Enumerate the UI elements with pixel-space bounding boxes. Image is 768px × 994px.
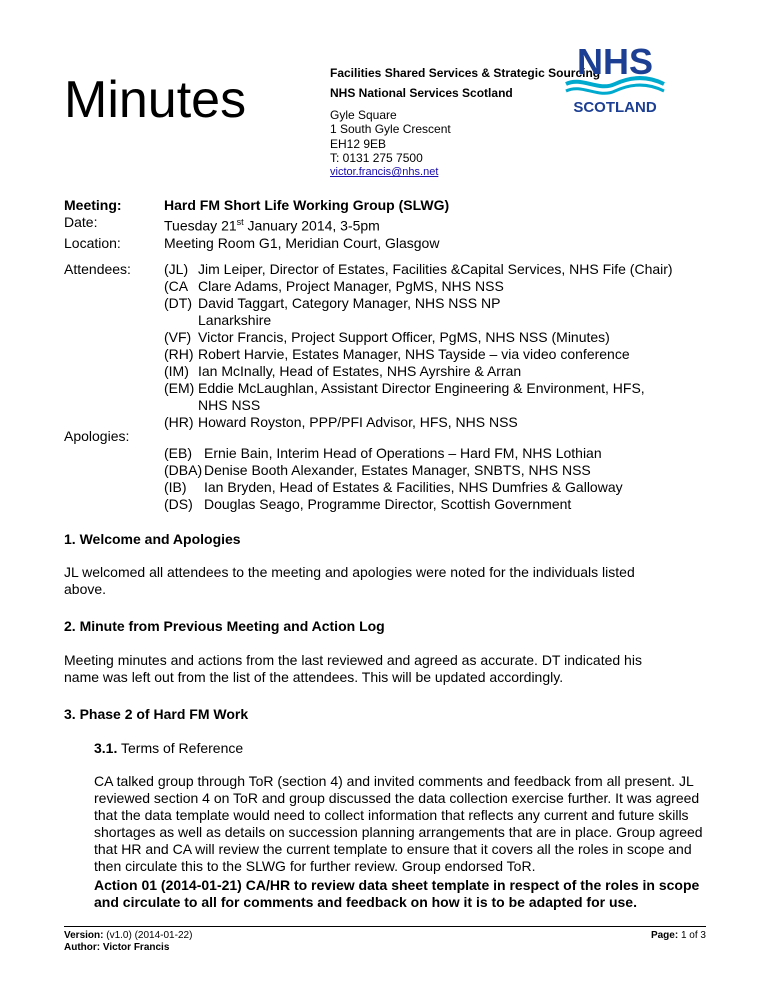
location-row (64, 235, 449, 252)
section-body: JL welcomed all attendees to the meeting and apologies were noted for the individuals listed above. (64, 564, 635, 597)
apology-initials: (IB) (164, 479, 187, 495)
footer-divider (64, 926, 706, 927)
version-label: Version: (64, 930, 104, 941)
attendee-initials: (RH) (164, 346, 194, 362)
subsection-title: Terms of Reference (117, 740, 244, 756)
meeting-label: Meeting: (64, 197, 122, 213)
attendee-initials (164, 312, 198, 329)
attendee-initials: (DT) (164, 295, 192, 311)
attendee-initials: (VF) (164, 329, 192, 345)
attendee-row (164, 312, 734, 329)
attendee-name: Victor Francis, Project Support Officer, PgMS, NHS NSS (Minutes) (198, 329, 610, 345)
attendee-row (164, 414, 734, 431)
attendee-initials: (EM) (164, 380, 195, 396)
section-body: Meeting minutes and actions from the last reviewed and agreed as accurate. DT indicated his name was left out from the list of the attendees. This will be updated accordingly. (64, 652, 642, 685)
email-link[interactable]: victor.francis@nhs.net (330, 166, 439, 179)
apology-row (164, 445, 740, 462)
page-label: Page: (650, 930, 679, 941)
section-heading: 1. Welcome and Apologies (64, 531, 241, 547)
apology-initials: (EB) (164, 445, 192, 461)
attendees-list (164, 261, 734, 431)
date-value (164, 214, 380, 235)
attendee-name: NHS NSS (198, 397, 261, 413)
attendee-row (164, 278, 734, 295)
apology-row (164, 462, 740, 479)
attendee-row (164, 397, 734, 414)
attendee-initials: (JL) (164, 261, 189, 277)
page-value: 1 of 3 (678, 930, 706, 941)
location-value: Meeting Room G1, Meridian Court, Glasgow (164, 234, 440, 251)
attendee-name: Lanarkshire (198, 312, 272, 328)
attendee-name: Eddie McLaughlan, Assistant Director Engineering & Environment, HFS, (198, 380, 645, 396)
attendee-name: Clare Adams, Project Manager, PgMS, NHS NSS (198, 278, 504, 294)
phone-line: T: 0131 275 7500 (330, 150, 423, 165)
org-unit: Facilities Shared Services & Strategic Sourcing (330, 66, 601, 80)
apology-initials: (DBA) (164, 462, 203, 478)
apology-initials: (DS) (164, 496, 193, 512)
section-heading: 3. Phase 2 of Hard FM Work (64, 706, 249, 722)
attendee-row (164, 346, 734, 363)
logo-wave (566, 85, 664, 93)
org-name: NHS National Services Scotland (330, 86, 513, 100)
meeting-value: Hard FM Short Life Working Group (SLWG) (164, 197, 450, 213)
document-title: Minutes (64, 71, 247, 129)
nhs-scotland-logo (560, 40, 670, 120)
date-row (64, 214, 449, 235)
date-sup: st (236, 217, 244, 227)
meeting-details (64, 197, 449, 252)
apology-name: Douglas Seago, Programme Director, Scottish Government (204, 496, 572, 512)
attendee-row (164, 363, 734, 380)
attendee-name: Robert Harvie, Estates Manager, NHS Tayside – via video conference (198, 346, 630, 362)
apology-row (164, 496, 740, 513)
attendee-initials: (HR) (164, 414, 194, 430)
attendees-label: Attendees: (64, 261, 131, 277)
apology-name: Ernie Bain, Interim Head of Operations – Hard FM, NHS Lothian (204, 445, 602, 461)
attendee-initials: (CA (164, 278, 189, 294)
attendee-row (164, 329, 734, 346)
address-line: EH12 9EB (330, 136, 387, 151)
address-block (330, 108, 451, 179)
nhs-scotland-logo-graphic (560, 40, 670, 120)
attendee-name: Jim Leiper, Director of Estates, Facilities &Capital Services, NHS Fife (Chair) (198, 261, 673, 277)
attendee-name: David Taggart, Category Manager, NHS NSS NP (198, 295, 501, 311)
section-heading: 2. Minute from Previous Meeting and Action Log (64, 618, 385, 634)
date-pre: Tuesday 21 (164, 217, 237, 234)
date-post: January 2014, 3-5pm (243, 217, 380, 234)
attendee-initials: (IM) (164, 363, 189, 379)
subsection-heading (94, 740, 243, 756)
logo-nhs-text: NHS (576, 41, 654, 82)
version-value: (v1.0) (2014-01-22) (103, 930, 193, 941)
apology-name: Ian Bryden, Head of Estates & Facilities, NHS Dumfries & Galloway (204, 479, 623, 495)
apologies-label: Apologies: (64, 428, 130, 444)
footer-author: Author: Victor Francis (64, 942, 170, 953)
apology-name: Denise Booth Alexander, Estates Manager, SNBTS, NHS NSS (204, 462, 591, 478)
attendee-row (164, 380, 734, 397)
meeting-row (64, 197, 449, 214)
attendee-name: Howard Royston, PPP/PFI Advisor, HFS, NHS NSS (198, 414, 518, 430)
attendee-name: Ian McInally, Head of Estates, NHS Ayrshire & Arran (198, 363, 522, 379)
attendee-row (164, 295, 734, 312)
apology-row (164, 479, 740, 496)
date-label: Date: (64, 214, 98, 230)
logo-scotland-text: SCOTLAND (573, 99, 657, 116)
subsection-body: CA talked group through ToR (section 4) and invited comments and feedback from all present. JL reviewed section 4 on ToR and group discussed the data collection exercise further. It was agreed that the data template would need to collect information that reflects any current and future skills shortages as well as details on succession planning arrangements that are in place. Group agreed that HR and CA will review the current template to ensure that it covers all the roles in scope and then circulate this to the SLWG for further review. Group endorsed ToR. (94, 773, 703, 874)
location-label: Location: (64, 234, 121, 251)
action-item: Action 01 (2014-01-21) CA/HR to review data sheet template in respect of the roles in scope and circulate to all for comments and feedback on how it is to be adapted for use. (94, 877, 700, 910)
apologies-list (164, 445, 740, 513)
attendee-row (164, 261, 734, 278)
subsection-number: 3.1. (94, 740, 118, 756)
footer-page (651, 930, 706, 942)
footer-version (64, 930, 192, 942)
address-line: Gyle Square (330, 108, 397, 122)
attendee-initials (164, 397, 198, 414)
address-line: 1 South Gyle Crescent (330, 122, 451, 137)
